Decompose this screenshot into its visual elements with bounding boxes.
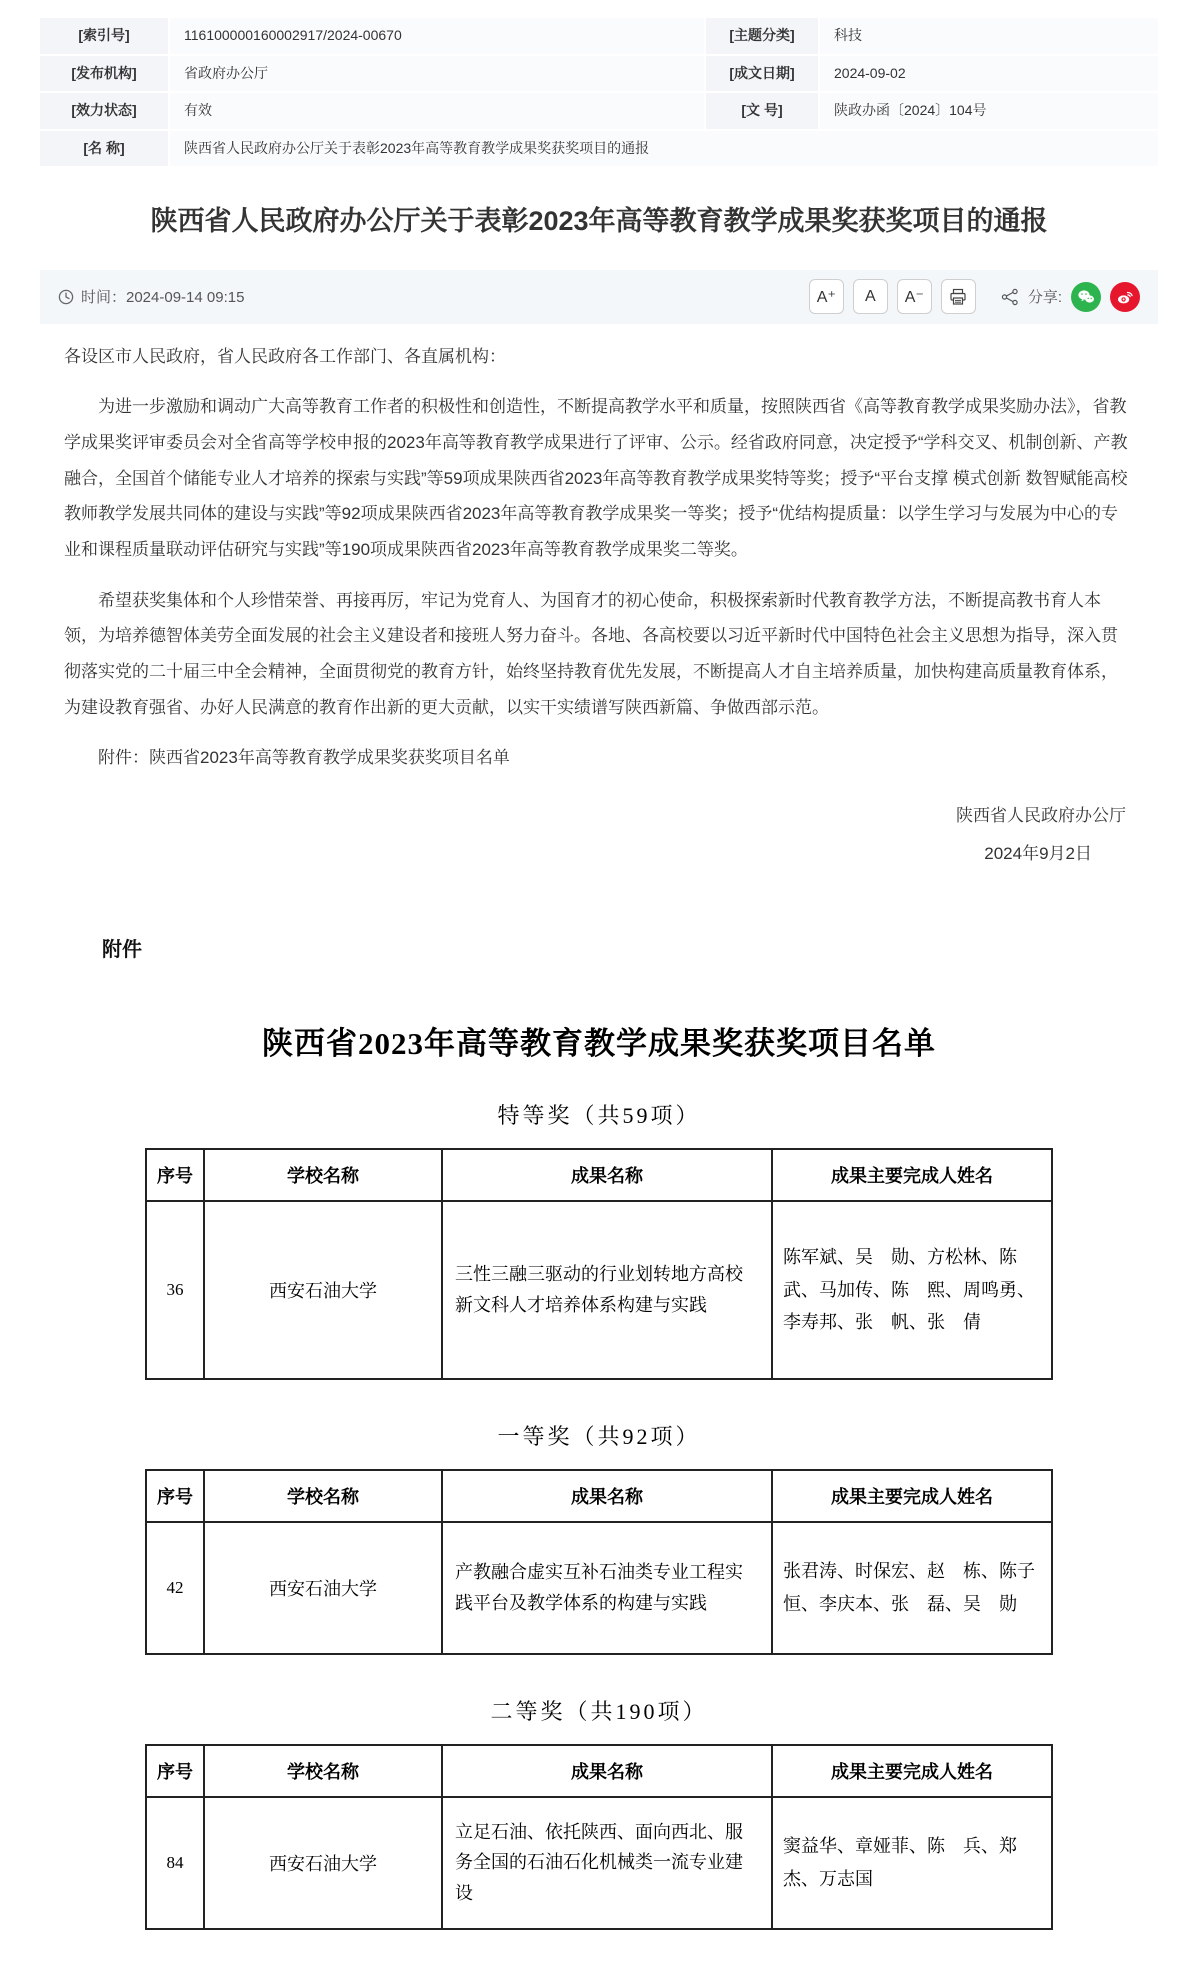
toolbar <box>809 279 1140 314</box>
column-header-authors: 成果主要完成人姓名 <box>772 1149 1052 1201</box>
doc-meta-table <box>40 18 1158 166</box>
article-body <box>40 339 1158 871</box>
first-prize-table <box>145 1469 1053 1655</box>
meta-label-validity: [效力状态] <box>40 93 168 129</box>
table-row <box>146 1201 1052 1379</box>
cell-school: 西安石油大学 <box>204 1522 442 1654</box>
meta-value-issuer: 省政府办公厅 <box>170 56 704 92</box>
column-header-school: 学校名称 <box>204 1149 442 1201</box>
print-icon <box>949 288 967 306</box>
column-header-school: 学校名称 <box>204 1470 442 1522</box>
clock-icon <box>58 289 74 305</box>
meta-value-date: 2024-09-02 <box>820 56 1158 92</box>
second-prize-table <box>145 1744 1053 1930</box>
section-heading-first-prize: 一等奖（共92项） <box>497 1423 701 1449</box>
column-header-school: 学校名称 <box>204 1745 442 1797</box>
publish-time-label: 时间：2024-09-14 09:15 <box>81 289 245 307</box>
table-row <box>146 1797 1052 1929</box>
attachment-section <box>40 933 1158 1930</box>
column-header-no: 序号 <box>146 1470 204 1522</box>
paragraph-attachment-note: 附件：陕西省2023年高等教育教学成果奖获奖项目名单 <box>98 748 510 768</box>
meta-label-index: [索引号] <box>40 18 168 54</box>
attachment-title: 陕西省2023年高等教育教学成果奖获奖项目名单 <box>262 1025 936 1061</box>
wechat-share-button[interactable] <box>1071 282 1101 312</box>
weibo-icon <box>1115 287 1135 307</box>
table-header-row <box>146 1745 1052 1797</box>
salutation: 各设区市人民政府，省人民政府各工作部门、各直属机构： <box>64 346 506 366</box>
meta-value-validity: 有效 <box>170 93 704 129</box>
meta-label-issuer: [发布机构] <box>40 56 168 92</box>
section-heading-second-prize: 二等奖（共190项） <box>490 1698 708 1724</box>
column-header-no: 序号 <box>146 1745 204 1797</box>
paragraph-awards: 为进一步激励和调动广大高等教育工作者的积极性和创造性，不断提高教学水平和质量，按照陕西省《高等教育教学成果奖励办法》，省教学成果奖评审委员会对全省高等学校申报的2023年高等教育教学成果进行了评审、公示。经省政府同意，决定授予“学科交叉、机制创新、产教融合，全国首个储能专业人才培养的探索与实践”等59项成果陕西省2023年高等教育教学成果奖特等奖；授予“平台支撑 模式创新 数智赋能高校教师教学发展共同体的建设与实践”等92项成果陕西省2023年高等教育教学成果奖一等奖；授予“优结构提质量：以学生学习与发展为中心的专业和课程质量联动评估研究与实践”等190项成果陕西省2023年高等教育教学成果奖二等奖。 <box>64 397 1128 559</box>
column-header-achievement: 成果名称 <box>442 1149 772 1201</box>
cell-authors: 窦益华、章娅菲、陈 兵、郑 杰、万志国 <box>772 1797 1052 1929</box>
signature-organization: 陕西省人民政府办公厅 <box>956 806 1126 826</box>
cell-achievement: 产教融合虚实互补石油类专业工程实践平台及教学体系的构建与实践 <box>442 1522 772 1654</box>
publish-time <box>58 286 244 307</box>
meta-value-index: 116100000160002917/2024-00670 <box>170 18 704 54</box>
meta-label-name: [名 称] <box>40 131 168 167</box>
meta-label-docnum: [文 号] <box>706 93 818 129</box>
signature-date: 2024年9月2日 <box>984 844 1092 864</box>
signature-block <box>64 800 1134 871</box>
cell-school: 西安石油大学 <box>204 1797 442 1929</box>
column-header-authors: 成果主要完成人姓名 <box>772 1745 1052 1797</box>
cell-authors: 张君涛、时保宏、赵 栋、陈子恒、李庆本、张 磊、吴 勋 <box>772 1522 1052 1654</box>
share-icon <box>1001 288 1019 306</box>
column-header-no: 序号 <box>146 1149 204 1201</box>
grand-prize-table <box>145 1148 1053 1380</box>
column-header-achievement: 成果名称 <box>442 1470 772 1522</box>
info-bar <box>40 270 1158 324</box>
font-increase-button[interactable]: A⁺ <box>809 279 844 314</box>
cell-achievement: 三性三融三驱动的行业划转地方高校新文科人才培养体系构建与实践 <box>442 1201 772 1379</box>
column-header-authors: 成果主要完成人姓名 <box>772 1470 1052 1522</box>
share-label: 分享: <box>1027 289 1062 307</box>
meta-value-topic: 科技 <box>820 18 1158 54</box>
share-group <box>1001 282 1140 312</box>
cell-achievement: 立足石油、依托陕西、面向西北、服务全国的石油石化机械类一流专业建设 <box>442 1797 772 1929</box>
attachment-label: 附件 <box>102 938 142 961</box>
table-header-row <box>146 1149 1052 1201</box>
table-header-row <box>146 1470 1052 1522</box>
cell-no: 42 <box>146 1522 204 1654</box>
meta-label-topic: [主题分类] <box>706 18 818 54</box>
section-heading-grand-prize: 特等奖（共59项） <box>497 1102 701 1128</box>
table-row <box>146 1522 1052 1654</box>
cell-no: 84 <box>146 1797 204 1929</box>
page-title: 陕西省人民政府办公厅关于表彰2023年高等教育教学成果奖获奖项目的通报 <box>150 206 1048 237</box>
paragraph-hopes: 希望获奖集体和个人珍惜荣誉、再接再厉，牢记为党育人、为国育才的初心使命，积极探索新时代教育教学方法，不断提高教书育人本领，为培养德智体美劳全面发展的社会主义建设者和接班人努力奋斗。各地、各高校要以习近平新时代中国特色社会主义思想为指导，深入贯彻落实党的二十届三中全会精神，全面贯彻党的教育方针，始终坚持教育优先发展，不断提高人才自主培养质量，加快构建高质量教育体系，为建设教育强省、办好人民满意的教育作出新的更大贡献，以实干实绩谱写陕西新篇、争做西部示范。 <box>64 590 1118 717</box>
weibo-share-button[interactable] <box>1110 282 1140 312</box>
cell-school: 西安石油大学 <box>204 1201 442 1379</box>
wechat-icon <box>1076 287 1096 307</box>
column-header-achievement: 成果名称 <box>442 1745 772 1797</box>
document-page <box>40 0 1158 1930</box>
meta-label-date: [成文日期] <box>706 56 818 92</box>
cell-no: 36 <box>146 1201 204 1379</box>
print-button[interactable] <box>941 279 976 314</box>
meta-value-docnum: 陕政办函〔2024〕104号 <box>820 93 1158 129</box>
font-normal-button[interactable]: A <box>853 279 888 314</box>
meta-value-name: 陕西省人民政府办公厅关于表彰2023年高等教育教学成果奖获奖项目的通报 <box>170 131 1158 167</box>
cell-authors: 陈军斌、吴 勋、方松林、陈 武、马加传、陈 熙、周鸣勇、李寿邦、张 帆、张 倩 <box>772 1201 1052 1379</box>
font-decrease-button[interactable]: A⁻ <box>897 279 932 314</box>
